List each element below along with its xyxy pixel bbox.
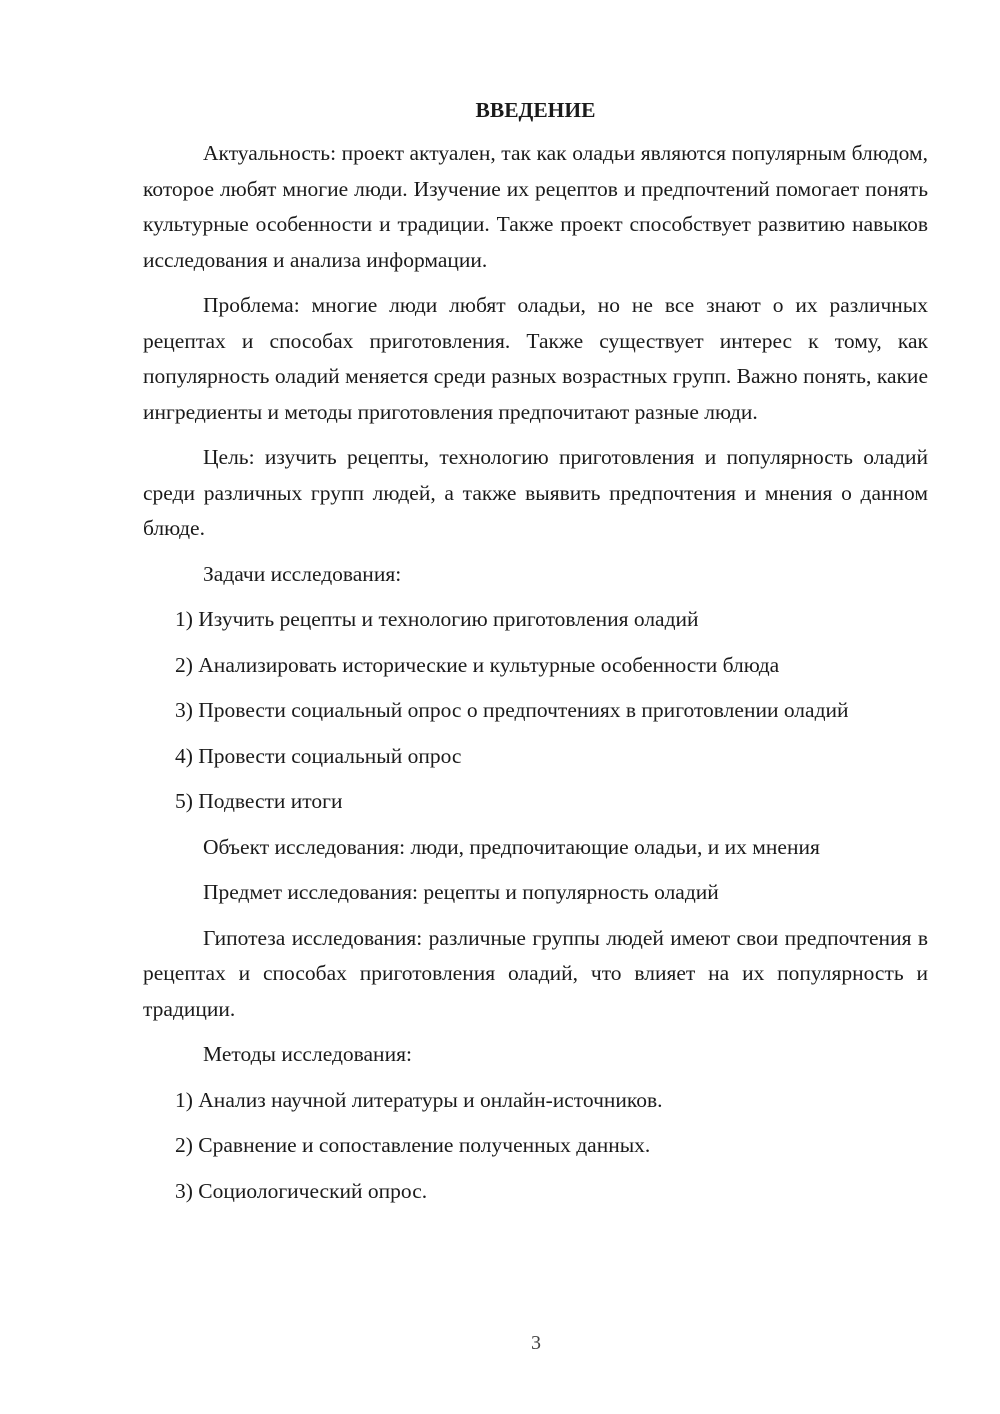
task-item: 3) Провести социальный опрос о предпочтениях в приготовлении оладий [175, 698, 849, 722]
task-item: 2) Анализировать исторические и культурные особенности блюда [175, 652, 780, 677]
relevance-paragraph: Актуальность: проект актуален, так как оладьи являются популярным блюдом, которое любят многие люди. Изучение их рецептов и предпочтений помогает понять культурные особенности и традиции. Также проект способствует развитию навыков исследования и анализа информации. [143, 141, 928, 272]
method-item: 2) Сравнение и сопоставление полученных данных. [175, 1133, 651, 1157]
method-item: 3) Социологический опрос. [175, 1178, 428, 1203]
tasks-heading: Задачи исследования: [203, 561, 402, 586]
task-item: 5) Подвести итоги [175, 789, 343, 813]
hypothesis-paragraph: Гипотеза исследования: различные группы людей имеют свои предпочтения в рецептах и способах приготовления оладий, что влияет на их популярность и традиции. [143, 925, 928, 1021]
task-item: 4) Провести социальный опрос [175, 743, 462, 768]
document-page [143, 92, 928, 1219]
methods-heading: Методы исследования: [203, 1042, 412, 1066]
research-object: Объект исследования: люди, предпочитающие оладьи, и их мнения [203, 834, 820, 859]
page-number: 3 [531, 1332, 541, 1354]
research-subject: Предмет исследования: рецепты и популярность оладий [203, 880, 719, 904]
document-title: ВВЕДЕНИЕ [475, 98, 596, 122]
method-item: 1) Анализ научной литературы и онлайн-источников. [175, 1087, 663, 1112]
problem-paragraph: Проблема: многие люди любят оладьи, но не все знают о их различных рецептах и способах приготовления. Также существует интерес к тому, как популярность оладий меняется среди разных возрастных групп. Важно понять, какие ингредиенты и методы приготовления предпочитают разные люди. [143, 293, 928, 424]
task-item: 1) Изучить рецепты и технологию приготовления оладий [175, 607, 699, 631]
goal-paragraph: Цель: изучить рецепты, технологию приготовления и популярность оладий среди различных групп людей, а также выявить предпочтения и мнения о данном блюде. [143, 445, 928, 540]
